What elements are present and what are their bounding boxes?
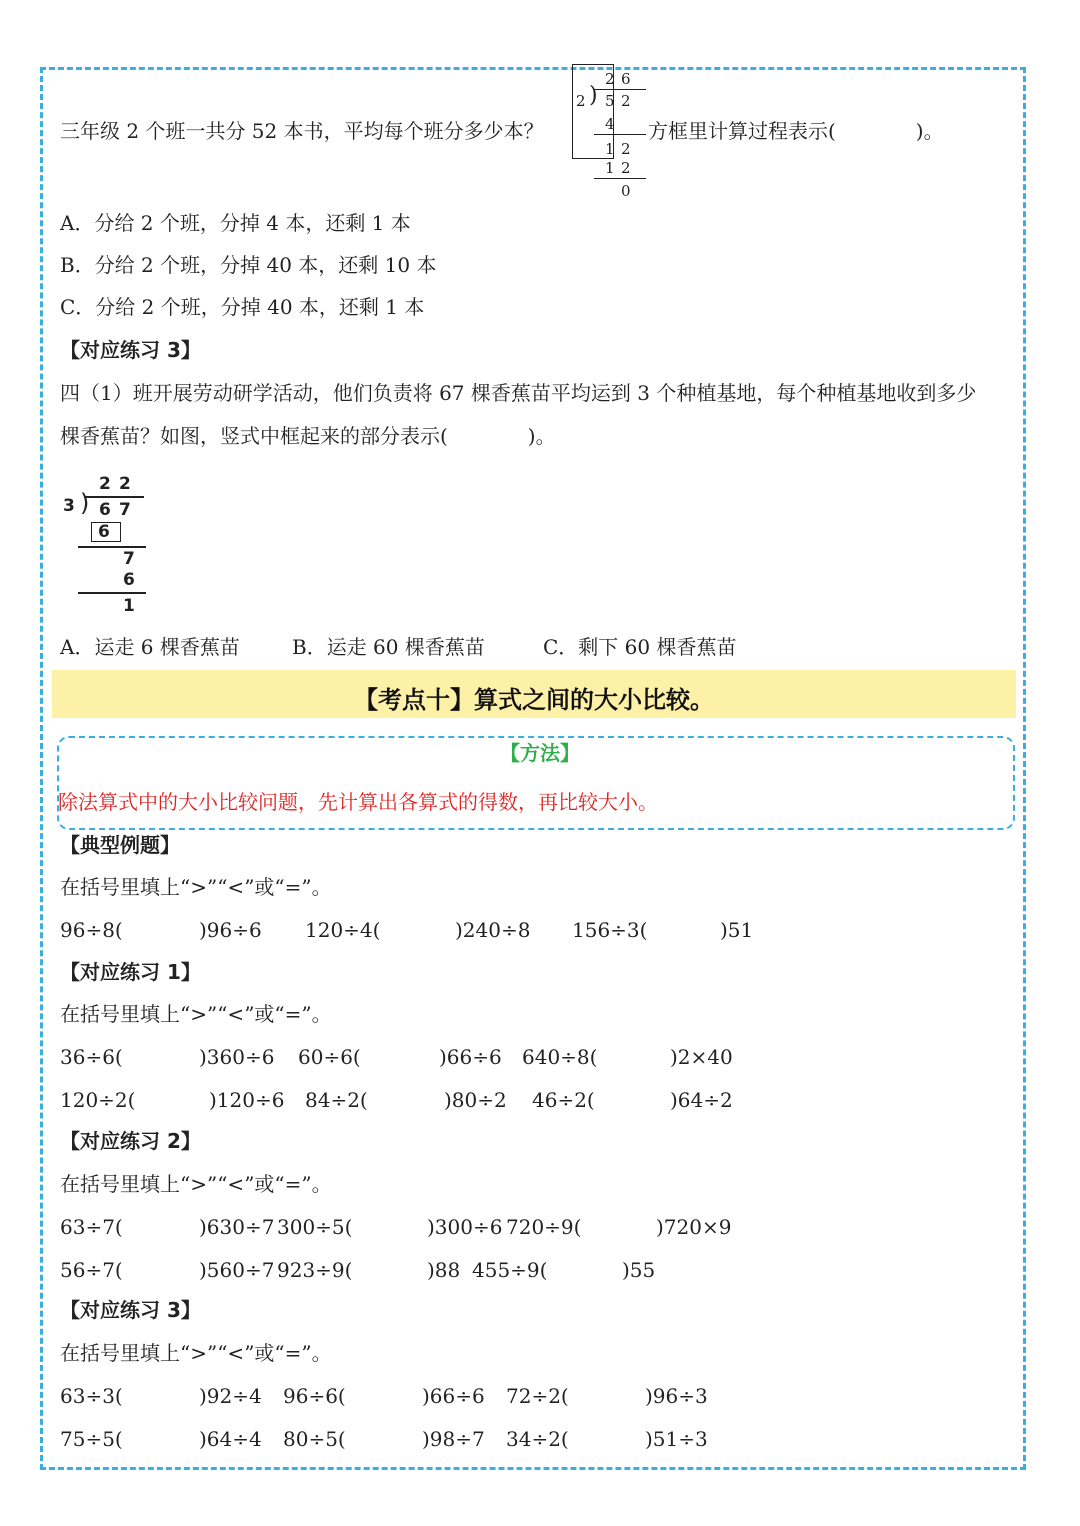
expr: )66÷6 (439, 1045, 502, 1069)
boxed-digit: 6 (98, 522, 110, 542)
dividend-digit: 7 (119, 500, 131, 520)
step-value: 6 (123, 570, 135, 590)
instruction: 在括号里填上“>”“<”或“=”。 (60, 875, 332, 899)
step-value: 2 (621, 140, 631, 158)
quotient-digit: 2 (605, 70, 615, 88)
expr: )88 (427, 1258, 461, 1282)
section-heading: 【对应练习 1】 (60, 960, 201, 984)
dividend-digit: 5 (605, 92, 615, 110)
option-a: A．运走 6 棵香蕉苗 (60, 635, 240, 659)
expr: )66÷6 (422, 1384, 485, 1408)
step-value: 1 (605, 159, 615, 177)
option-c: C．剩下 60 棵香蕉苗 (543, 635, 737, 659)
expr: 80÷5( (283, 1427, 346, 1451)
problem-text: 棵香蕉苗？如图，竖式中框起来的部分表示( )。 (60, 424, 556, 448)
expr: )55 (622, 1258, 656, 1282)
expr: )96÷3 (645, 1384, 708, 1408)
step-value: 1 (605, 140, 615, 158)
expr: )64÷2 (670, 1088, 733, 1112)
instruction: 在括号里填上“>”“<”或“=”。 (60, 1002, 332, 1026)
expr: )98÷7 (422, 1427, 485, 1451)
option-a: A．分给 2 个班，分掉 4 本，还剩 1 本 (60, 211, 411, 235)
step-value: 7 (123, 549, 135, 569)
dividend-digit: 2 (621, 92, 631, 110)
method-label: 【方法】 (500, 741, 580, 765)
expr: 72÷2( (506, 1384, 569, 1408)
quotient-digit: 2 (99, 474, 111, 494)
expr: 84÷2( (305, 1088, 368, 1112)
long-division-67: 2 2 3 ) 6 7 6 7 6 1 (60, 470, 160, 620)
quotient-digit: 6 (621, 70, 631, 88)
expr: 96÷8( (60, 918, 123, 942)
question-text: 三年级 2 个班一共分 52 本书，平均每个班分多少本？ (60, 119, 544, 143)
divisor: 3 (63, 496, 75, 516)
divisor: 2 (576, 92, 586, 110)
expr: 120÷4( (305, 918, 381, 942)
question-text-end: 方框里计算过程表示( )。 (648, 119, 944, 143)
expr: )64÷4 (199, 1427, 262, 1451)
expr: 720÷9( (506, 1215, 582, 1239)
expr: )720×9 (656, 1215, 732, 1239)
quotient-digit: 2 (119, 474, 131, 494)
option-c: C．分给 2 个班，分掉 40 本，还剩 1 本 (60, 295, 425, 319)
expr: )2×40 (670, 1045, 733, 1069)
problem-text: 四（1）班开展劳动研学活动，他们负责将 67 棵香蕉苗平均运到 3 个种植基地，每个种植基地收到多少 (60, 381, 977, 405)
expr: 34÷2( (506, 1427, 569, 1451)
expr: )560÷7 (199, 1258, 275, 1282)
expr: )80÷2 (444, 1088, 507, 1112)
long-division-52: 2 6 2 ) 5 2 4 1 2 1 2 0 (572, 64, 652, 204)
remainder: 1 (123, 596, 135, 616)
expr: )630÷7 (199, 1215, 275, 1239)
section-heading: 【对应练习 3】 (60, 1298, 201, 1322)
expr: 156÷3( (572, 918, 648, 942)
expr: )51 (720, 918, 754, 942)
expr: )120÷6 (209, 1088, 285, 1112)
instruction: 在括号里填上“>”“<”或“=”。 (60, 1341, 332, 1365)
expr: )96÷6 (199, 918, 262, 942)
option-b: B．运走 60 棵香蕉苗 (292, 635, 485, 659)
topic-title: 【考点十】算式之间的大小比较。 (354, 686, 714, 714)
expr: 75÷5( (60, 1427, 123, 1451)
section-heading: 【对应练习 2】 (60, 1129, 201, 1153)
expr: 120÷2( (60, 1088, 136, 1112)
expr: 455÷9( (472, 1258, 548, 1282)
boxed-part (91, 522, 121, 542)
expr: )240÷8 (455, 918, 531, 942)
dividend-digit: 6 (99, 500, 111, 520)
expr: )360÷6 (199, 1045, 275, 1069)
expr: 60÷6( (298, 1045, 361, 1069)
expr: 36÷6( (60, 1045, 123, 1069)
expr: )51÷3 (645, 1427, 708, 1451)
expr: 63÷7( (60, 1215, 123, 1239)
section-heading: 【对应练习 3】 (60, 338, 201, 362)
expr: 640÷8( (522, 1045, 598, 1069)
method-text: 除法算式中的大小比较问题，先计算出各算式的得数，再比较大小。 (58, 790, 658, 814)
expr: 300÷5( (277, 1215, 353, 1239)
instruction: 在括号里填上“>”“<”或“=”。 (60, 1172, 332, 1196)
expr: 56÷7( (60, 1258, 123, 1282)
step-value: 2 (621, 159, 631, 177)
step-value: 4 (605, 115, 615, 133)
option-b: B．分给 2 个班，分掉 40 本，还剩 10 本 (60, 253, 437, 277)
topic-banner (52, 670, 1016, 718)
remainder: 0 (621, 182, 631, 200)
expr: 63÷3( (60, 1384, 123, 1408)
expr: 46÷2( (532, 1088, 595, 1112)
expr: 96÷6( (283, 1384, 346, 1408)
section-heading: 【典型例题】 (60, 833, 180, 857)
expr: 923÷9( (277, 1258, 353, 1282)
expr: )92÷4 (199, 1384, 262, 1408)
expr: )300÷6 (427, 1215, 503, 1239)
